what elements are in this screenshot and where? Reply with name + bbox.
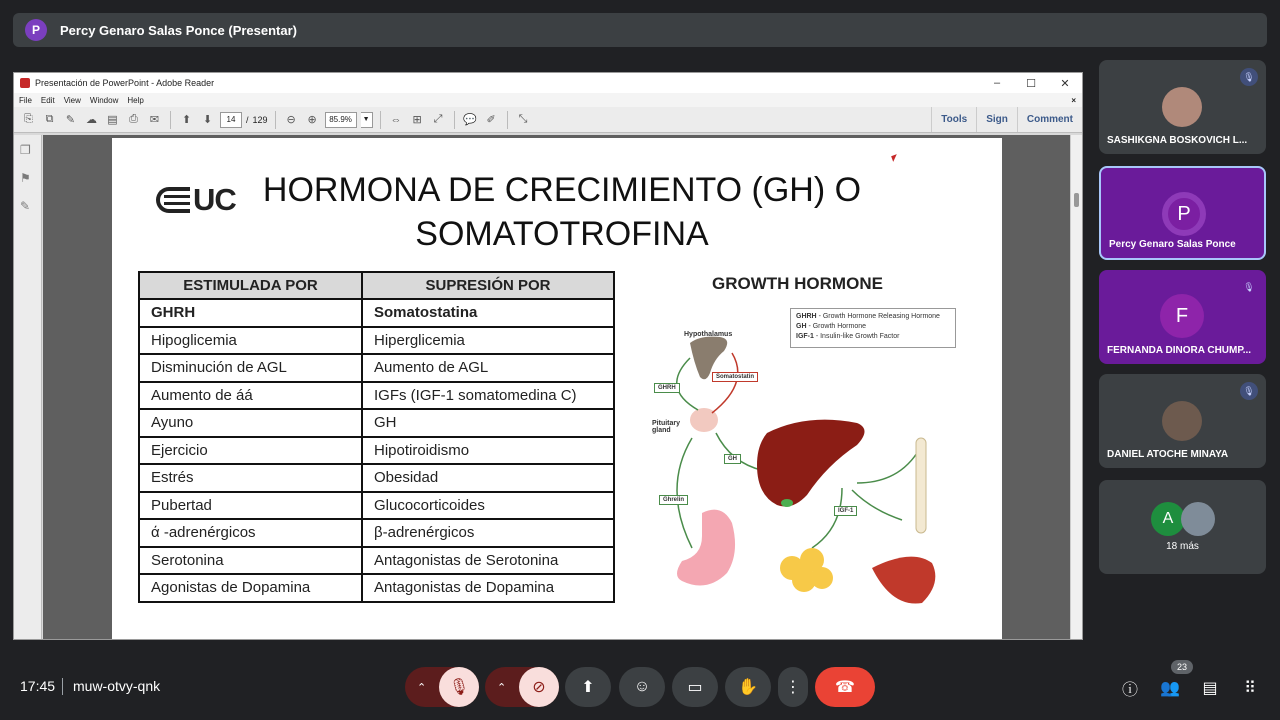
adobe-reader-window: [13, 72, 1083, 640]
mic-off-icon: 🎙: [1240, 382, 1258, 400]
ghrh-tag: GHRH: [654, 383, 680, 393]
ghrelin-tag: Ghrelin: [659, 495, 688, 505]
stimulated-by-cell: Disminución de AGL: [139, 354, 362, 382]
more-participants-label: 18 más: [1166, 541, 1199, 552]
menu-view[interactable]: View: [63, 95, 81, 105]
present-icon: ⬆: [581, 679, 595, 696]
suppressed-by-cell: Obesidad: [362, 464, 614, 492]
participant-name: Percy Genaro Salas Ponce: [1109, 239, 1236, 250]
uc-logo: [156, 182, 236, 218]
slide-title-line1: HORMONA DE CRECIMIENTO (GH) O: [262, 171, 862, 209]
more-options-button[interactable]: [778, 667, 808, 707]
hand-icon: ✋: [738, 679, 758, 696]
close-document-button[interactable]: ×: [1071, 95, 1076, 105]
chevron-up-icon[interactable]: ⌃: [417, 681, 427, 694]
mic-toggle-button[interactable]: [439, 667, 479, 707]
avatar: F: [1160, 294, 1204, 338]
create-pdf-icon[interactable]: ⎘: [24, 113, 33, 125]
activities-button[interactable]: [1239, 677, 1261, 699]
mic-off-icon: 🎙: [1240, 68, 1258, 86]
slide-pointer-icon: [891, 154, 899, 162]
suppressed-by-cell: Glucocorticoides: [362, 492, 614, 520]
apps-grid-icon: ⠿: [1244, 680, 1256, 697]
presenter-label: Percy Genaro Salas Ponce (Presentar): [60, 22, 298, 38]
cloud-icon[interactable]: ☁: [86, 114, 97, 126]
participant-tile-3[interactable]: [1099, 270, 1266, 364]
camera-off-icon: ⊘: [532, 679, 546, 696]
stimulated-by-cell: Agonistas de Dopamina: [139, 574, 362, 602]
participant-tile-1[interactable]: [1099, 60, 1266, 154]
avatar: [1162, 401, 1202, 441]
present-screen-button[interactable]: [565, 667, 611, 707]
diagram-title: GROWTH HORMONE: [712, 274, 883, 293]
meeting-code: muw-otvy-qnk: [73, 678, 161, 694]
expand-icon[interactable]: ⤡: [518, 113, 528, 125]
growth-hormone-diagram: [632, 268, 982, 628]
stimulated-by-cell: Estrés: [139, 464, 362, 492]
table-row: [139, 299, 614, 327]
page-number-input[interactable]: 14: [220, 112, 242, 128]
menu-bar: [14, 93, 1082, 107]
table-row: [139, 464, 614, 492]
table-row: [139, 437, 614, 465]
suppressed-by-cell: β-adrenérgicos: [362, 519, 614, 547]
people-button[interactable]: [1159, 677, 1181, 699]
participant-name: FERNANDA DINORA CHUMP...: [1107, 345, 1252, 356]
suppressed-by-cell: Hipotiroidismo: [362, 437, 614, 465]
chevron-up-icon[interactable]: ⌃: [497, 681, 507, 694]
raise-hand-button[interactable]: [725, 667, 771, 707]
pages-panel-icon[interactable]: ❐: [20, 143, 31, 157]
suppressed-by-cell: GH: [362, 409, 614, 437]
emoji-icon: ☺: [633, 678, 651, 695]
comment-button[interactable]: Comment: [1017, 107, 1082, 132]
table-row: [139, 327, 614, 355]
close-window-button[interactable]: ✕: [1060, 77, 1070, 90]
stomach-shape: [677, 510, 735, 586]
table-header-suppressed: SUPRESIÓN POR: [362, 272, 614, 299]
diagram-illustration: [632, 268, 982, 628]
tools-button[interactable]: Tools: [931, 107, 976, 132]
table-row: [139, 354, 614, 382]
highlight-icon[interactable]: ✐: [486, 114, 496, 126]
slide-title-line2: SOMATOTROFINA: [415, 215, 709, 253]
info-icon: ⓘ: [1121, 681, 1138, 699]
chat-button[interactable]: [1199, 677, 1221, 699]
table-row: [139, 519, 614, 547]
table-row: [139, 547, 614, 575]
chat-icon: ▤: [1202, 680, 1218, 697]
pituitary-label: Pituitary gland: [652, 420, 681, 434]
table-row: [139, 382, 614, 410]
edit-icon[interactable]: ✎: [65, 114, 76, 126]
hypothalamus-label: Hypothalamus: [684, 331, 733, 338]
avatar: [1181, 502, 1215, 536]
presenter-avatar: P: [25, 19, 47, 41]
attachment-icon[interactable]: ✎: [20, 199, 31, 213]
stimulated-by-cell: Hipoglicemia: [139, 327, 362, 355]
avatar: A: [1151, 502, 1185, 536]
video-control-group: [485, 667, 559, 707]
people-count-badge: 23: [1171, 660, 1193, 674]
suppressed-by-cell: Aumento de AGL: [362, 354, 614, 382]
suppressed-by-cell: Hiperglicemia: [362, 327, 614, 355]
avatar: [1162, 87, 1202, 127]
menu-file[interactable]: File: [19, 95, 32, 105]
diagram-legend: GHRH - Growth Hormone Releasing Hormone GH - Growth Hormone IGF-1 - Insulin-like Growth Factor: [790, 308, 956, 348]
menu-window[interactable]: Window: [89, 95, 119, 105]
zoom-input[interactable]: 85.9%: [325, 112, 357, 128]
igf1-tag: IGF-1: [834, 506, 857, 516]
camera-toggle-button[interactable]: [519, 667, 559, 707]
uc-logo-text: UC: [193, 182, 236, 217]
table-row: [139, 574, 614, 602]
mic-off-icon: 🎙: [1243, 281, 1255, 292]
somatostatin-tag: Somatostatin: [712, 372, 758, 382]
more-vert-icon: ⋮: [785, 679, 801, 696]
suppressed-by-cell: Somatostatina: [362, 299, 614, 327]
presenter-bar: [13, 13, 1267, 47]
adobe-reader-icon: [20, 78, 30, 88]
table-row: [139, 409, 614, 437]
reader-title-bar: [14, 73, 1082, 93]
zoom-dropdown-icon[interactable]: ▼: [361, 112, 373, 128]
suppressed-by-cell: Antagonistas de Dopamina: [362, 574, 614, 602]
liver-shape: [757, 420, 865, 507]
maximize-button[interactable]: ☐: [1026, 77, 1036, 90]
audio-control-group: [405, 667, 479, 707]
save-icon[interactable]: ▤: [107, 114, 118, 126]
sign-button[interactable]: Sign: [976, 107, 1017, 132]
page-down-icon[interactable]: ⬇: [202, 114, 213, 126]
gh-tag: GH: [724, 454, 741, 464]
minimize-button[interactable]: –: [993, 76, 1001, 89]
suppressed-by-cell: IGFs (IGF-1 somatomedina C): [362, 382, 614, 410]
participant-tile-4[interactable]: [1099, 374, 1266, 468]
table-row: [139, 492, 614, 520]
stimulated-by-cell: Pubertad: [139, 492, 362, 520]
bookmarks-icon[interactable]: ⚑: [20, 171, 31, 185]
captions-icon: ▭: [687, 679, 703, 696]
reader-toolbar: [14, 107, 1082, 133]
stimulated-by-cell: Ayuno: [139, 409, 362, 437]
hormone-table: [138, 271, 615, 603]
stimulated-by-cell: Ejercicio: [139, 437, 362, 465]
mic-off-icon: 🎙: [448, 679, 470, 696]
reader-title: Presentación de PowerPoint - Adobe Reader: [35, 78, 215, 88]
fit-page-icon[interactable]: ⊞: [412, 114, 422, 126]
vertical-scrollbar[interactable]: [1070, 135, 1082, 639]
menu-help[interactable]: Help: [127, 95, 144, 105]
people-icon: 👥: [1160, 680, 1180, 697]
meeting-info-button[interactable]: [1119, 677, 1141, 699]
suppressed-by-cell: Antagonistas de Serotonina: [362, 547, 614, 575]
page-up-icon[interactable]: ⬆: [181, 114, 192, 126]
table-header-stimulated: ESTIMULADA POR: [139, 272, 362, 299]
participant-name: DANIEL ATOCHE MINAYA: [1107, 449, 1229, 460]
fit-width-icon[interactable]: ⇔: [390, 113, 402, 126]
combine-icon[interactable]: ⧉: [45, 113, 54, 125]
left-rail: [14, 135, 42, 639]
stimulated-by-cell: ά -adrenérgicos: [139, 519, 362, 547]
participant-name: SASHIKGNA BOSKOVICH L...: [1107, 135, 1248, 146]
print-icon[interactable]: ⎙: [129, 113, 138, 125]
avatar: P: [1162, 192, 1206, 236]
stimulated-by-cell: GHRH: [139, 299, 362, 327]
slide-page: [112, 138, 1002, 639]
reactions-button[interactable]: [619, 667, 665, 707]
full-screen-icon[interactable]: ⤢: [433, 113, 443, 125]
more-participants-tile[interactable]: [1099, 480, 1266, 574]
phone-hangup-icon: ☎: [835, 679, 855, 696]
comment-bubble-icon[interactable]: 💬: [463, 114, 477, 126]
captions-button[interactable]: [672, 667, 718, 707]
meeting-time: 17:45: [20, 678, 56, 694]
menu-edit[interactable]: Edit: [40, 95, 55, 105]
slide-title: [252, 168, 872, 256]
page-separator: /: [246, 114, 249, 125]
email-icon[interactable]: ✉: [149, 114, 160, 126]
leave-call-button[interactable]: [815, 667, 875, 707]
zoom-out-icon[interactable]: ⊖: [286, 114, 296, 126]
page-total: 129: [252, 114, 268, 125]
participant-tile-2[interactable]: [1099, 166, 1266, 260]
zoom-in-icon[interactable]: ⊕: [307, 114, 317, 126]
stimulated-by-cell: Serotonina: [139, 547, 362, 575]
stimulated-by-cell: Aumento de áá: [139, 382, 362, 410]
